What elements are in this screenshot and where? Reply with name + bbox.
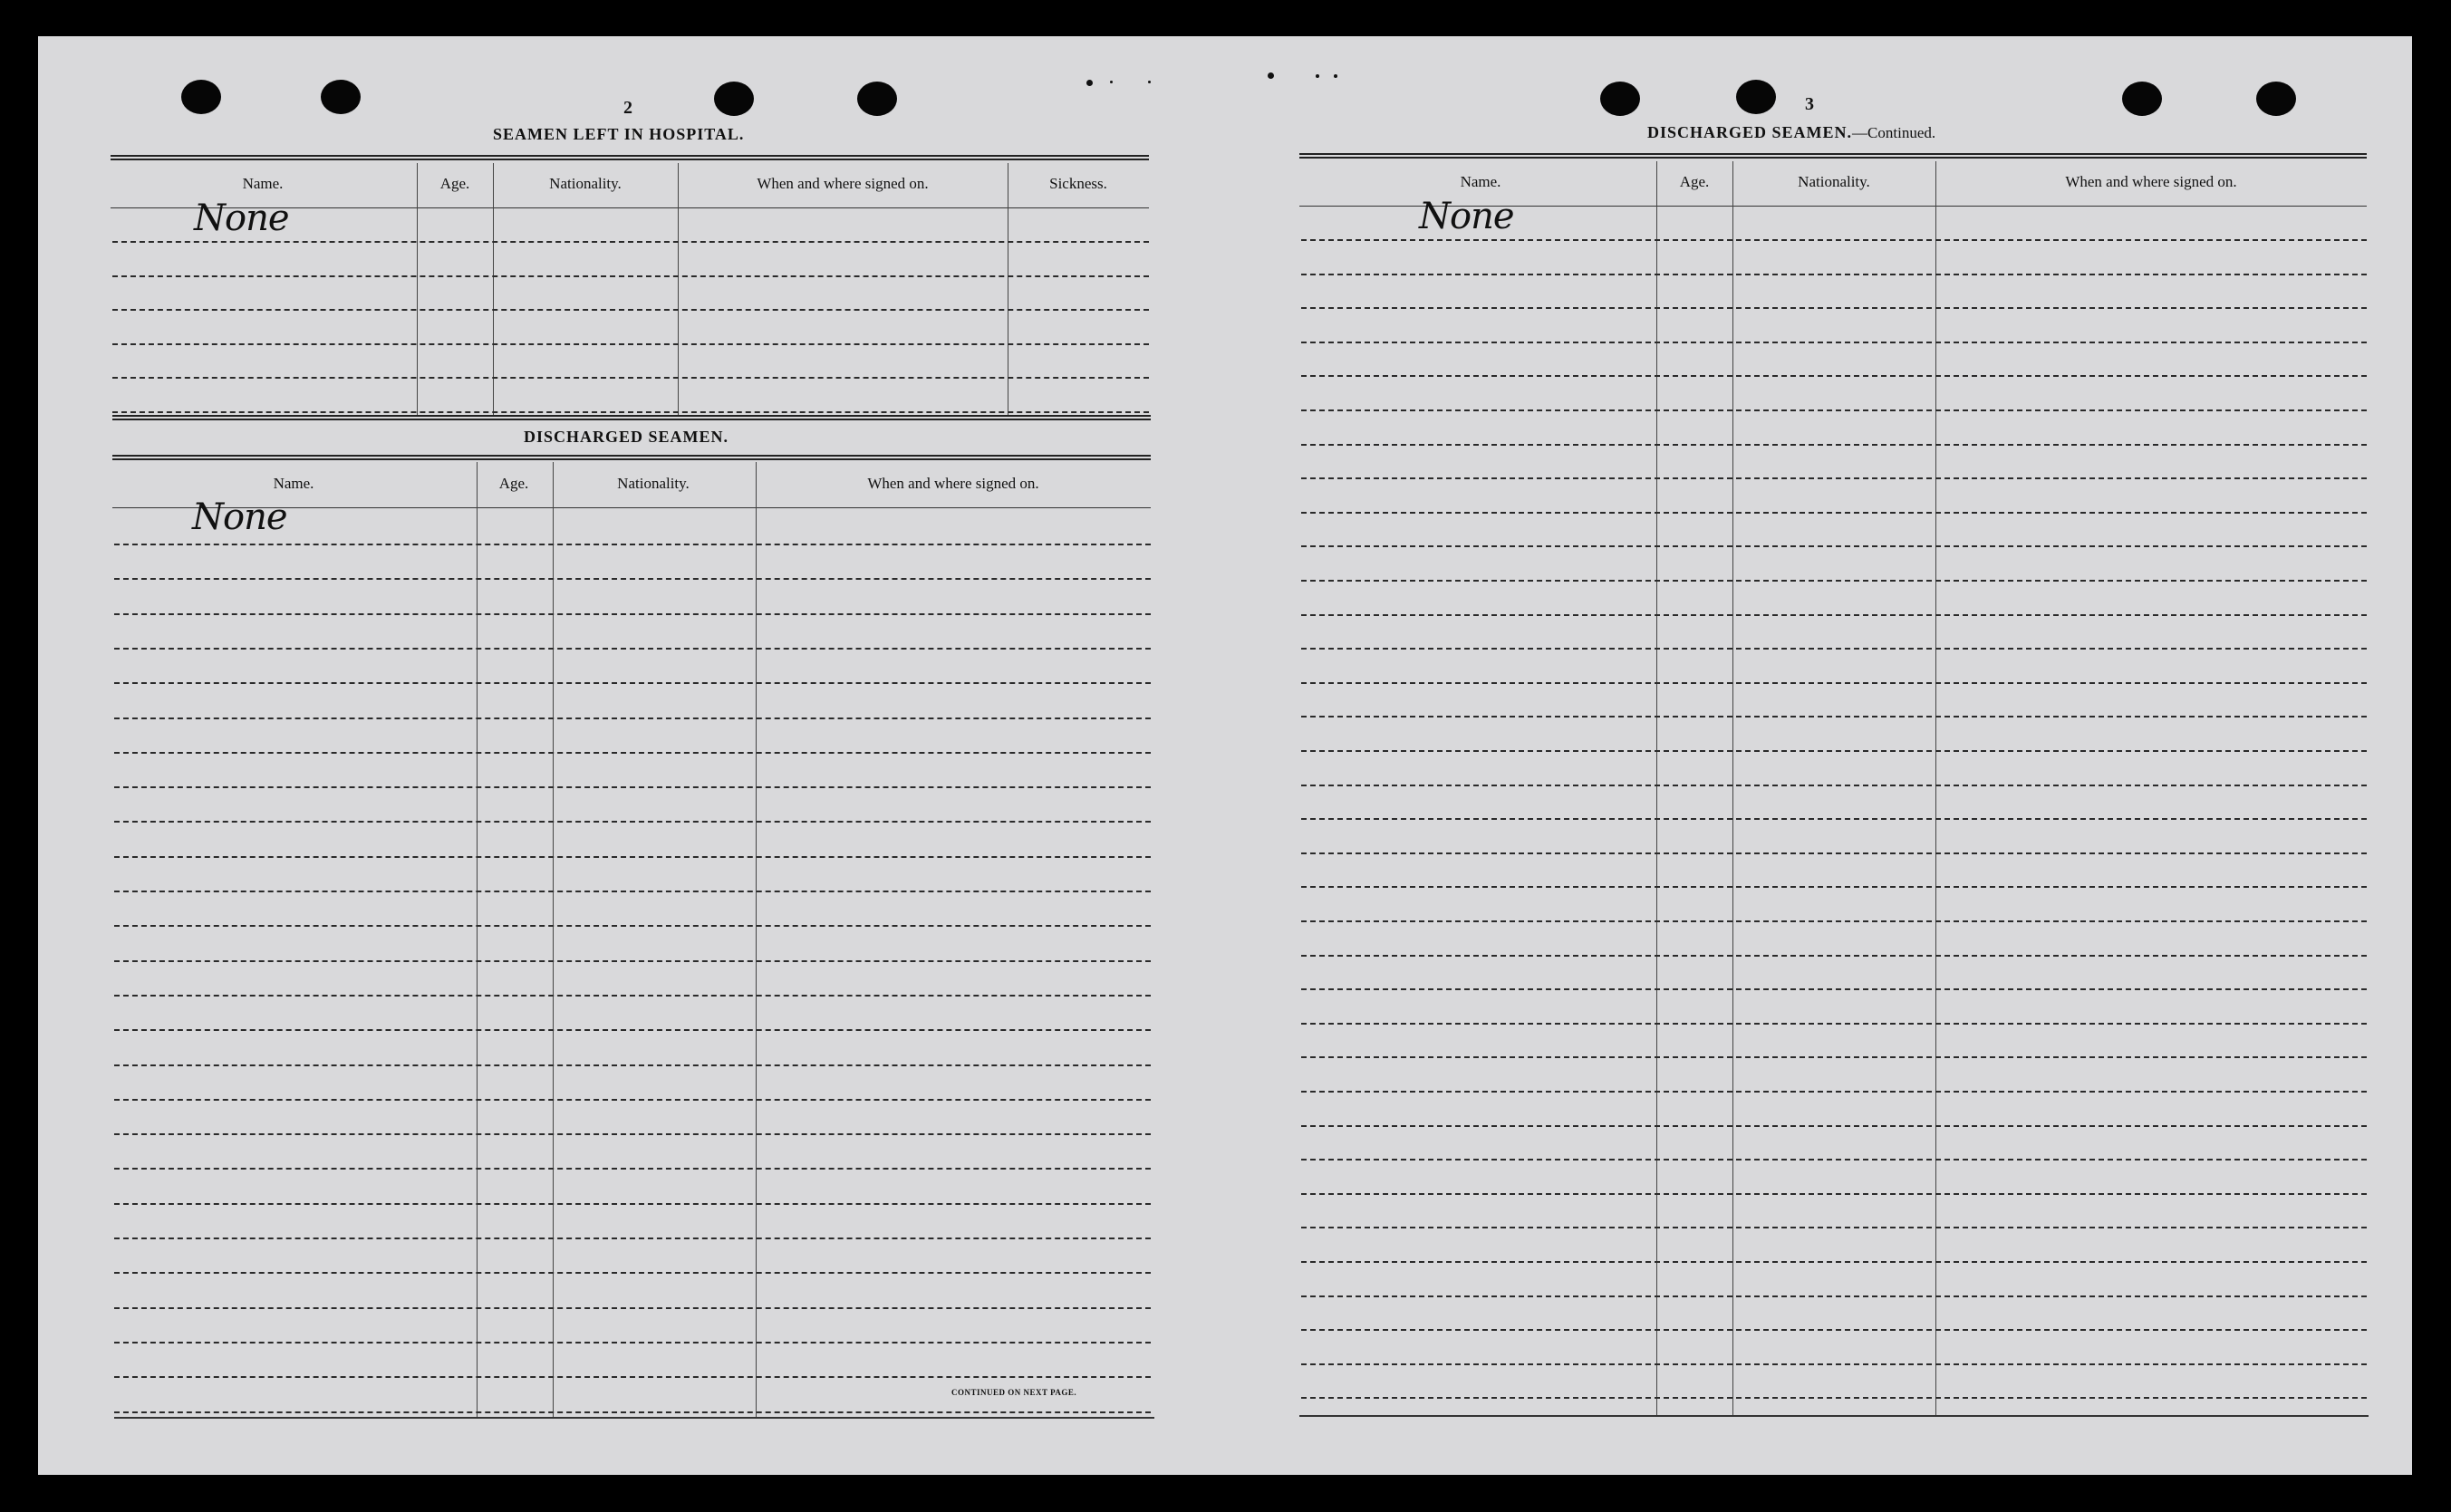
ruled-line [114,544,1151,545]
ruled-line [1301,648,2367,650]
discharged-table-top-rule-right [1299,153,2367,159]
ruled-line [1301,614,2367,616]
ruled-line [1301,1397,2367,1399]
ink-speck [1086,80,1093,86]
ink-speck [1334,74,1337,78]
ruled-line [1301,1227,2367,1228]
ruled-line [114,1307,1151,1309]
ruled-line [1301,886,2367,888]
col-age: Age. [439,175,470,192]
hospital-table-top-rule [111,155,1149,160]
ruled-line [114,1029,1151,1031]
title-main: DISCHARGED SEAMEN. [1647,123,1853,141]
ruled-line [1301,1159,2367,1160]
ruled-line [112,411,1149,413]
handwritten-none: None [192,496,287,538]
col-when-where: When and where signed on. [2065,173,2237,190]
ruled-line [1301,545,2367,547]
ruled-line [1301,1091,2367,1093]
ink-speck [1268,72,1274,79]
col-divider [678,163,679,417]
ruled-line [114,1376,1151,1378]
ruled-line [1301,955,2367,957]
ruled-line [1301,1329,2367,1331]
ruled-line [114,717,1151,719]
ruled-line [112,343,1149,345]
col-nationality: Nationality. [617,475,690,492]
punch-hole [1600,82,1640,116]
punch-hole [2256,82,2296,116]
discharged-table-bottom-rule-left [114,1417,1154,1419]
ruled-line [1301,988,2367,990]
ruled-line [1301,785,2367,786]
ruled-line [112,377,1149,379]
ruled-line [114,821,1151,823]
ruled-line [114,613,1151,615]
ruled-line [112,241,1149,243]
discharged-section-title-right [1647,123,1935,142]
ruled-line [1301,1125,2367,1127]
ruled-line [114,786,1151,788]
ruled-line [112,309,1149,311]
discharged-section-title-left: DISCHARGED SEAMEN. [524,428,729,446]
ruled-line [114,578,1151,580]
ruled-line [114,648,1151,650]
ruled-line [114,1168,1151,1170]
ruled-line [1301,1363,2367,1365]
punch-hole [2122,82,2162,116]
ruled-line [1301,580,2367,582]
ruled-line [114,995,1151,997]
ink-speck [1110,81,1113,83]
ruled-line [114,1342,1151,1343]
ruled-line [1301,1261,2367,1263]
ruled-line [1301,477,2367,479]
ruled-line [1301,920,2367,922]
punch-hole [857,82,897,116]
punch-hole [1736,80,1776,114]
ruled-line [114,1133,1151,1135]
punch-hole [714,82,754,116]
ruled-line [114,1099,1151,1101]
ruled-line [1301,1295,2367,1297]
ruled-line [114,925,1151,927]
hospital-table-bottom-rule [112,415,1151,420]
ruled-line [1301,409,2367,411]
ruled-line [1301,274,2367,275]
ruled-line [1301,682,2367,684]
col-name: Name. [1460,173,1501,190]
document-sheet [38,36,2412,1475]
ruled-line [1301,444,2367,446]
hospital-section-title: SEAMEN LEFT IN HOSPITAL. [493,125,745,143]
col-when-where: When and where signed on. [867,475,1039,492]
ruled-line [1301,1023,2367,1025]
ruled-line [1301,307,2367,309]
punch-hole [321,80,361,114]
ruled-line [1301,239,2367,241]
col-when-where: When and where signed on. [757,175,929,192]
ruled-line [114,1411,1151,1413]
ruled-line [114,752,1151,754]
ruled-line [1301,750,2367,752]
col-sickness: Sickness. [1049,175,1107,192]
col-age: Age. [1679,173,1710,190]
page-number-left: 2 [623,98,632,118]
ink-speck [1316,74,1319,78]
ruled-line [114,891,1151,892]
ruled-line [114,1064,1151,1066]
col-divider [417,163,418,417]
ruled-line [114,856,1151,858]
discharged-table-top-rule-left [112,455,1151,460]
col-age: Age. [498,475,529,492]
ruled-line [1301,375,2367,377]
title-suffix: —Continued. [1852,124,1936,141]
col-nationality: Nationality. [549,175,622,192]
page-number-right: 3 [1805,94,1814,114]
ruled-line [1301,852,2367,854]
handwritten-none: None [194,197,289,239]
col-name: Name. [273,475,314,492]
punch-hole [181,80,221,114]
ruled-line [1301,342,2367,343]
col-nationality: Nationality. [1798,173,1870,190]
ruled-line [114,1238,1151,1239]
ruled-line [112,275,1149,277]
ruled-line [114,1272,1151,1274]
ruled-line [1301,1193,2367,1195]
ruled-line [114,1203,1151,1205]
ruled-line [1301,818,2367,820]
discharged-table-bottom-rule-right [1299,1415,2369,1417]
col-divider [493,163,494,417]
col-name: Name. [242,175,284,192]
ruled-line [114,682,1151,684]
ruled-line [1301,512,2367,514]
ruled-line [1301,1056,2367,1058]
ruled-line [1301,716,2367,717]
handwritten-none: None [1419,196,1514,237]
continued-footer: CONTINUED ON NEXT PAGE. [951,1388,1077,1397]
ink-speck [1148,81,1151,83]
ruled-line [114,960,1151,962]
